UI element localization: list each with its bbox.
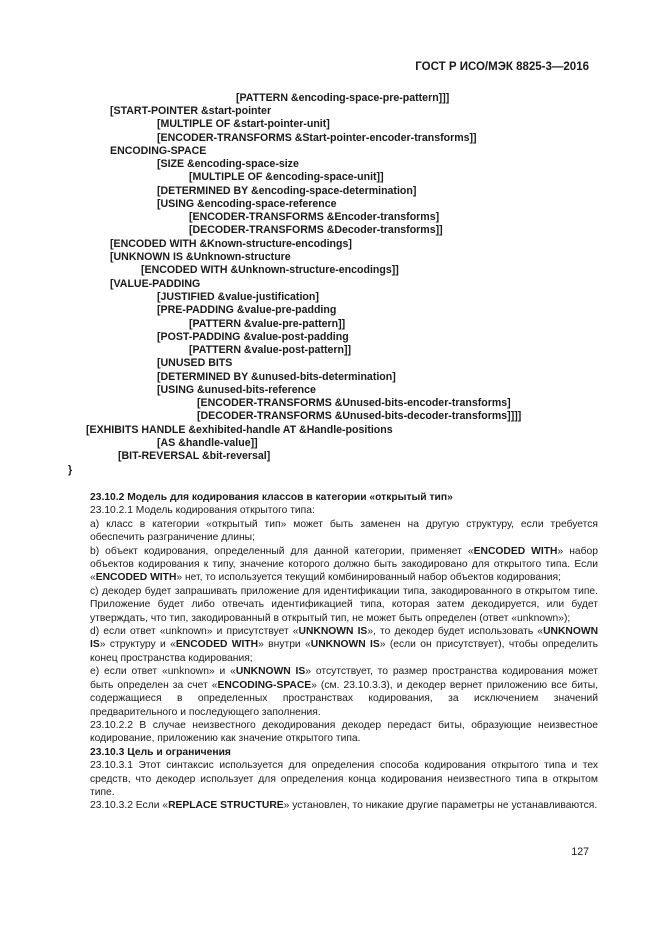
paragraph (90, 625, 598, 665)
paragraph (90, 665, 598, 719)
paragraph: 23.10.3.1 Этот синтаксис используется для определения способа кодирования открытого типа и тех средств, что декодер использует для определения конца кодирования неизвестного типа в открытом типе. (90, 760, 598, 798)
code-line: [UNKNOWN IS &Unknown-structure (110, 251, 291, 263)
code-line: [USING &encoding-space-reference (157, 198, 337, 210)
code-line: [USING &unused-bits-reference (157, 384, 316, 396)
code-line: [MULTIPLE OF &encoding-space-unit]] (189, 171, 384, 183)
code-line: [BIT-REVERSAL &bit-reversal] (118, 450, 271, 462)
code-line: [ENCODER-TRANSFORMS &Encoder-transforms] (189, 211, 440, 223)
code-line: [EXHIBITS HANDLE &exhibited-handle AT &Handle-positions (86, 424, 393, 436)
keyword: ENCODED WITH (175, 639, 259, 651)
code-line: [ENCODER-TRANSFORMS &Start-pointer-encoder-transforms]] (157, 132, 477, 144)
code-line: [POST-PADDING &value-post-padding (157, 331, 349, 343)
keyword: UNKNOWN IS (298, 626, 368, 638)
section-heading: 23.10.3 Цель и ограничения (90, 746, 231, 758)
text-run: », то декодер будет использовать « (367, 626, 544, 638)
text-run: » нет, то используется текущий комбинированный набор объектов кодирования; (176, 572, 561, 584)
code-line: [DECODER-TRANSFORMS &Unused-bits-decoder-transforms]]]] (197, 410, 522, 422)
code-line: [MULTIPLE OF &start-pointer-unit] (157, 118, 330, 130)
text-run: » внутри « (258, 639, 311, 651)
paragraph: c) декодер будет запрашивать приложение для идентификации типа, закодированного в открытом типе. Приложение будет либо отвечать идентификацией типа, которая затем декодируется, или будет утверждать, что тип, закодированный в открытый тип, не может быть определен (ответ «unknown»); (90, 585, 598, 624)
code-line: [JUSTIFIED &value-justification] (157, 291, 319, 303)
text-run: e) если ответ «unknown» и « (90, 666, 236, 678)
keyword: ENCODED WITH (95, 572, 177, 584)
code-line: [START-POINTER &start-pointer (110, 105, 272, 117)
keyword: REPLACE STRUCTURE (168, 800, 284, 812)
code-line: } (68, 464, 73, 476)
code-line: [PATTERN &value-pre-pattern]] (189, 318, 346, 330)
text-run: » набор объектов кодирования к типу, значение которого должно быть закодировано для открытого типа. Если « (90, 545, 598, 584)
text-run: » (если он присутствует), чтобы определить конец пространства кодирования; (90, 639, 599, 664)
code-line: [DETERMINED BY &encoding-space-determination] (157, 185, 417, 197)
keyword: ENCODING-SPACE (217, 679, 312, 691)
text-run: » (см. 23.10.3.3), и декодер вернет приложению все биты, содержащиеся в определенных пространствах кодирования, за исключением значений предварительного и последующего заполнения. (90, 679, 598, 718)
code-line: [PATTERN &value-post-pattern]] (189, 344, 352, 356)
code-line: [DETERMINED BY &unused-bits-determination] (157, 371, 396, 383)
code-line: [VALUE-PADDING (110, 278, 201, 290)
code-line: [UNUSED BITS (157, 357, 233, 369)
keyword: ENCODED WITH (473, 545, 558, 557)
code-line: ENCODING-SPACE (110, 145, 207, 157)
code-line: [DECODER-TRANSFORMS &Decoder-transforms]] (189, 224, 443, 236)
text-run: » отсутствует, то размер пространства кодирования может быть определен за счет « (90, 666, 599, 691)
body-text (90, 491, 598, 813)
code-line: [ENCODED WITH &Known-structure-encodings] (110, 238, 352, 250)
code-line: [AS &handle-value]] (157, 437, 258, 449)
paragraph: 23.10.2.1 Модель кодирования открытого типа: (90, 505, 315, 517)
code-line: [PATTERN &encoding-space-pre-pattern]]] (236, 92, 450, 104)
keyword: UNKNOWN IS (90, 626, 599, 651)
code-line: [ENCODER-TRANSFORMS &Unused-bits-encoder-transforms] (197, 397, 511, 409)
code-line: [PRE-PADDING &value-pre-padding (157, 304, 337, 316)
document-header: ГОСТ Р ИСО/МЭК 8825-3—2016 (415, 61, 589, 73)
code-line: [ENCODED WITH &Unknown-structure-encodings]] (141, 264, 399, 276)
keyword: UNKNOWN IS (235, 666, 306, 678)
paragraph (90, 545, 598, 585)
paragraph: 23.10.2.2 В случае неизвестного декодирования декодер передаст биты, образующие неизвестное кодирование, приложению как значение открытого типа. (90, 719, 598, 745)
code-line: [SIZE &encoding-space-size (157, 158, 299, 170)
paragraph: a) класс в категории «открытый тип» может быть заменен на другую структуру, если требуется обеспечить разграничение длины; (90, 518, 598, 544)
section-heading: 23.10.2 Модель для кодирования классов в категории «открытый тип» (90, 492, 453, 503)
page-number: 127 (571, 846, 589, 858)
paragraph (90, 799, 598, 812)
text-run: b) объект кодирования, определенный для данной категории, применяет « (90, 545, 474, 557)
text-run: » установлен, то никакие другие параметры не устанавливаются. (283, 800, 598, 812)
keyword: UNKNOWN IS (310, 639, 380, 651)
text-run: d) если ответ «unknown» и присутствует « (90, 626, 299, 638)
text-run: » структуру и « (99, 639, 176, 651)
text-run: 23.10.3.2 Если « (90, 800, 169, 812)
